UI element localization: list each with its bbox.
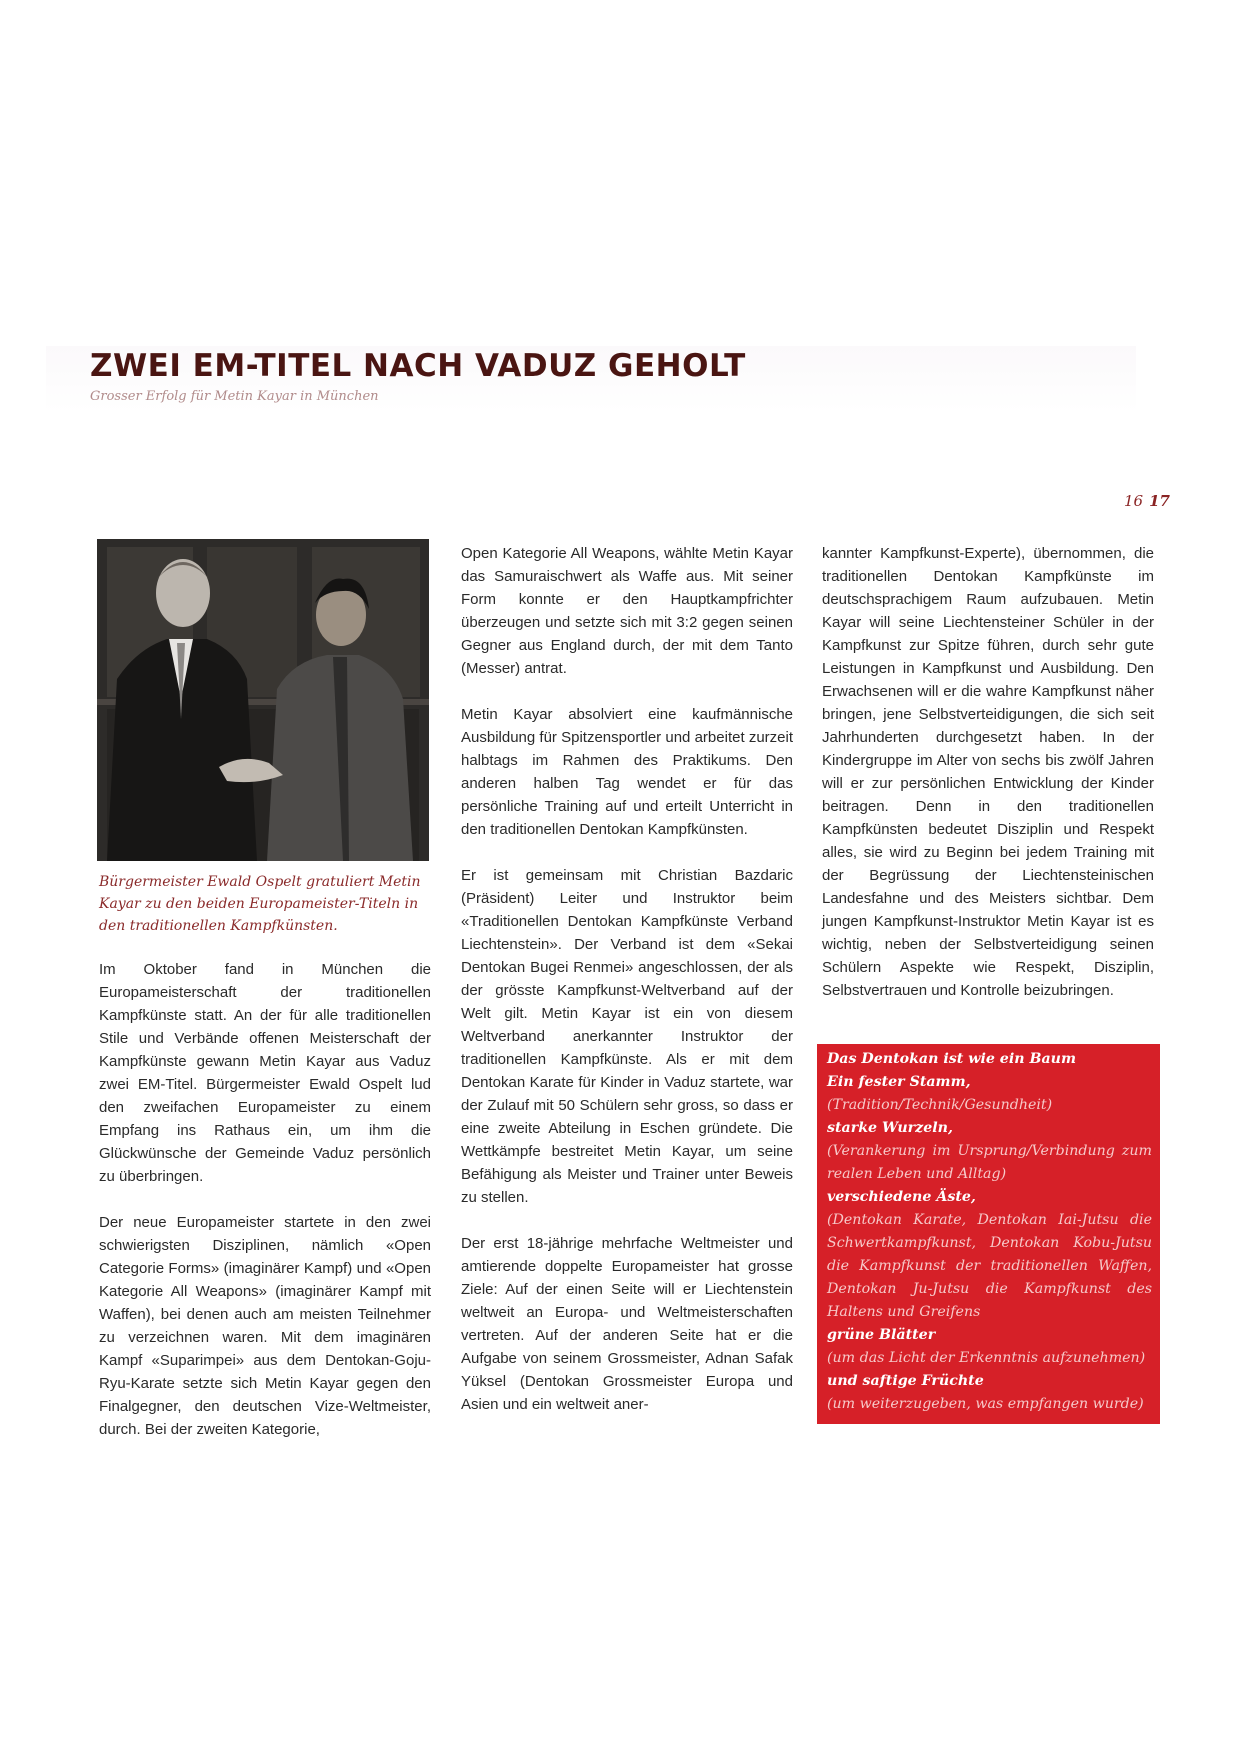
paragraph: Er ist gemeinsam mit Christian Bazdaric (Präsident) Leiter und Instruktor beim «Traditionellen Dentokan Kampfkünste Verband Liechtenstein». Der Verband ist dem «Sekai Dentokan Bugei Renmei» angeschlossen, der als der grösste Kampfkunst-Weltverband auf der Welt gilt. Metin Kayar ist ein von diesem Weltverband anerkannter Instruktor der traditionellen Kampfkünste. Als er mit dem Dentokan Karate für Kinder in Vaduz startete, war der Zulauf mit 50 Schülern sehr gross, so dass er eine zweite Abteilung in Eschen gründete. Die Wettkämpfe bestreitet Metin Kayar, um seine Befähigung als Meister und Trainer unter Beweis zu stellen.: [461, 867, 793, 1206]
text-column-3: [822, 542, 1154, 1025]
paragraph: Der neue Europameister startete in den zwei schwierigsten Disziplinen, nämlich «Open Categorie Forms» (imaginärer Kampf) und «Open Kategorie All Weapons» (imaginärer Kampf mit Waffen), bei denen auch am meisten Teilnehmer zu verzeichnen waren. Mit dem imaginären Kampf «Suparimpei» aus dem Dentokan-Goju-Ryu-Karate setzte sich Metin Kayar gegen den Finalgegner, den deutschen Vize-Weltmeister, durch. Bei der zweiten Kategorie,: [99, 1214, 431, 1438]
paragraph: Im Oktober fand in München die Europameisterschaft der traditionellen Kampfkünste statt. An der für alle traditionellen Stile und Verbände offenen Meisterschaft der Kampfkünste gewann Metin Kayar aus Vaduz zwei EM-Titel. Bürgermeister Ewald Ospelt lud den zweifachen Europameister zu einem Empfang ins Rathaus ein, um ihm die Glückwünsche der Gemeinde Vaduz persönlich zu überbringen.: [99, 961, 431, 1185]
text-column-1: [99, 958, 431, 1464]
page-number-current: 17: [1149, 492, 1170, 510]
text-column-2: [461, 542, 793, 1439]
sidebar-box: [817, 1044, 1160, 1424]
sidebar-line: und saftige Früchte: [827, 1373, 984, 1389]
photo-caption: Bürgermeister Ewald Ospelt gratuliert Metin Kayar zu den beiden Europameister-Titeln in den traditionellen Kampfkünsten.: [99, 874, 421, 934]
sidebar-note: (um das Licht der Erkenntnis aufzunehmen): [827, 1350, 1146, 1366]
sidebar-note: (Dentokan Karate, Dentokan Iai-Jutsu die Schwertkampfkunst, Dentokan Kobu-Jutsu die Kampfkunst der traditionellen Waffen, Dentokan Ju-Jutsu die Kampfkunst des Haltens und Greifens: [827, 1212, 1152, 1320]
sidebar-line: Ein fester Stamm,: [827, 1074, 971, 1090]
page-numbers: [1124, 492, 1170, 510]
paragraph: Metin Kayar absolviert eine kaufmännische Ausbildung für Spitzensportler und arbeitet zurzeit halbtags im Rahmen des Praktikums. Den anderen halben Tag wendet er für das persönliche Training auf und erteilt Unterricht in den traditionellen Dentokan Kampfkünsten.: [461, 706, 793, 838]
handshake-photo-illustration: [97, 539, 429, 861]
paragraph: Der erst 18-jährige mehrfache Weltmeister und amtierende doppelte Europameister hat grosse Ziele: Auf der einen Seite will er Liechtenstein weltweit an Europa- und Weltmeisterschaften vertreten. Auf der anderen Seite hat er die Aufgabe von seinem Grossmeister, Adnan Safak Yüksel (Dentokan Grossmeister Europa und Asien und ein weltweit aner-: [461, 1235, 793, 1413]
page-number-prev: 16: [1124, 492, 1144, 510]
paragraph: Open Kategorie All Weapons, wählte Metin Kayar das Samuraischwert als Waffe aus. Mit seiner Form konnte er den Hauptkampfrichter überzeugen und setzte sich mit 3:2 gegen seinen Gegner aus England durch, der mit dem Tanto (Messer) antrat.: [461, 545, 793, 677]
sidebar-note: (um weiterzugeben, was empfangen wurde): [827, 1396, 1144, 1412]
article-subtitle: Grosser Erfolg für Metin Kayar in München: [90, 389, 379, 404]
article-photo: [97, 539, 429, 861]
article-title: ZWEI EM-TITEL NACH VADUZ GEHOLT: [90, 348, 746, 384]
sidebar-line: starke Wurzeln,: [827, 1120, 953, 1136]
sidebar-line: verschiedene Äste,: [827, 1189, 976, 1205]
sidebar-line: grüne Blätter: [827, 1327, 936, 1343]
sidebar-heading: Das Dentokan ist wie ein Baum: [827, 1051, 1076, 1067]
sidebar-note: (Verankerung im Ursprung/Verbindung zum realen Leben und Alltag): [827, 1143, 1152, 1182]
sidebar-note: (Tradition/Technik/Gesundheit): [827, 1097, 1053, 1113]
paragraph: kannter Kampfkunst-Experte), übernommen, die traditionellen Dentokan Kampfkünste im deutschsprachigem Raum aufzubauen. Metin Kayar will seine Liechtensteiner Schüler in der Kampfkunst zur Spitze führen, durch sehr gute Leistungen in Kampfkunst und Ausbildung. Den Erwachsenen will er die wahre Kampfkunst näher bringen, jene Selbstverteidigungen, die sich seit Jahrhunderten durchgesetzt haben. In der Kindergruppe im Alter von sechs bis zwölf Jahren will er zur persönlichen Entwicklung der Kinder beitragen. Denn in den traditionellen Kampfkünsten bedeutet Disziplin und Respekt alles, sie wird zu Beginn bei jedem Training mit der Begrüssung der Liechtensteinischen Landesfahne und des Meisters sichtbar. Dem jungen Kampfkunst-Instruktor Metin Kayar ist es wichtig, neben der Selbstverteidigung seinen Schülern Aspekte wie Respekt, Disziplin, Selbstvertrauen und Kontrolle beizubringen.: [822, 545, 1154, 999]
